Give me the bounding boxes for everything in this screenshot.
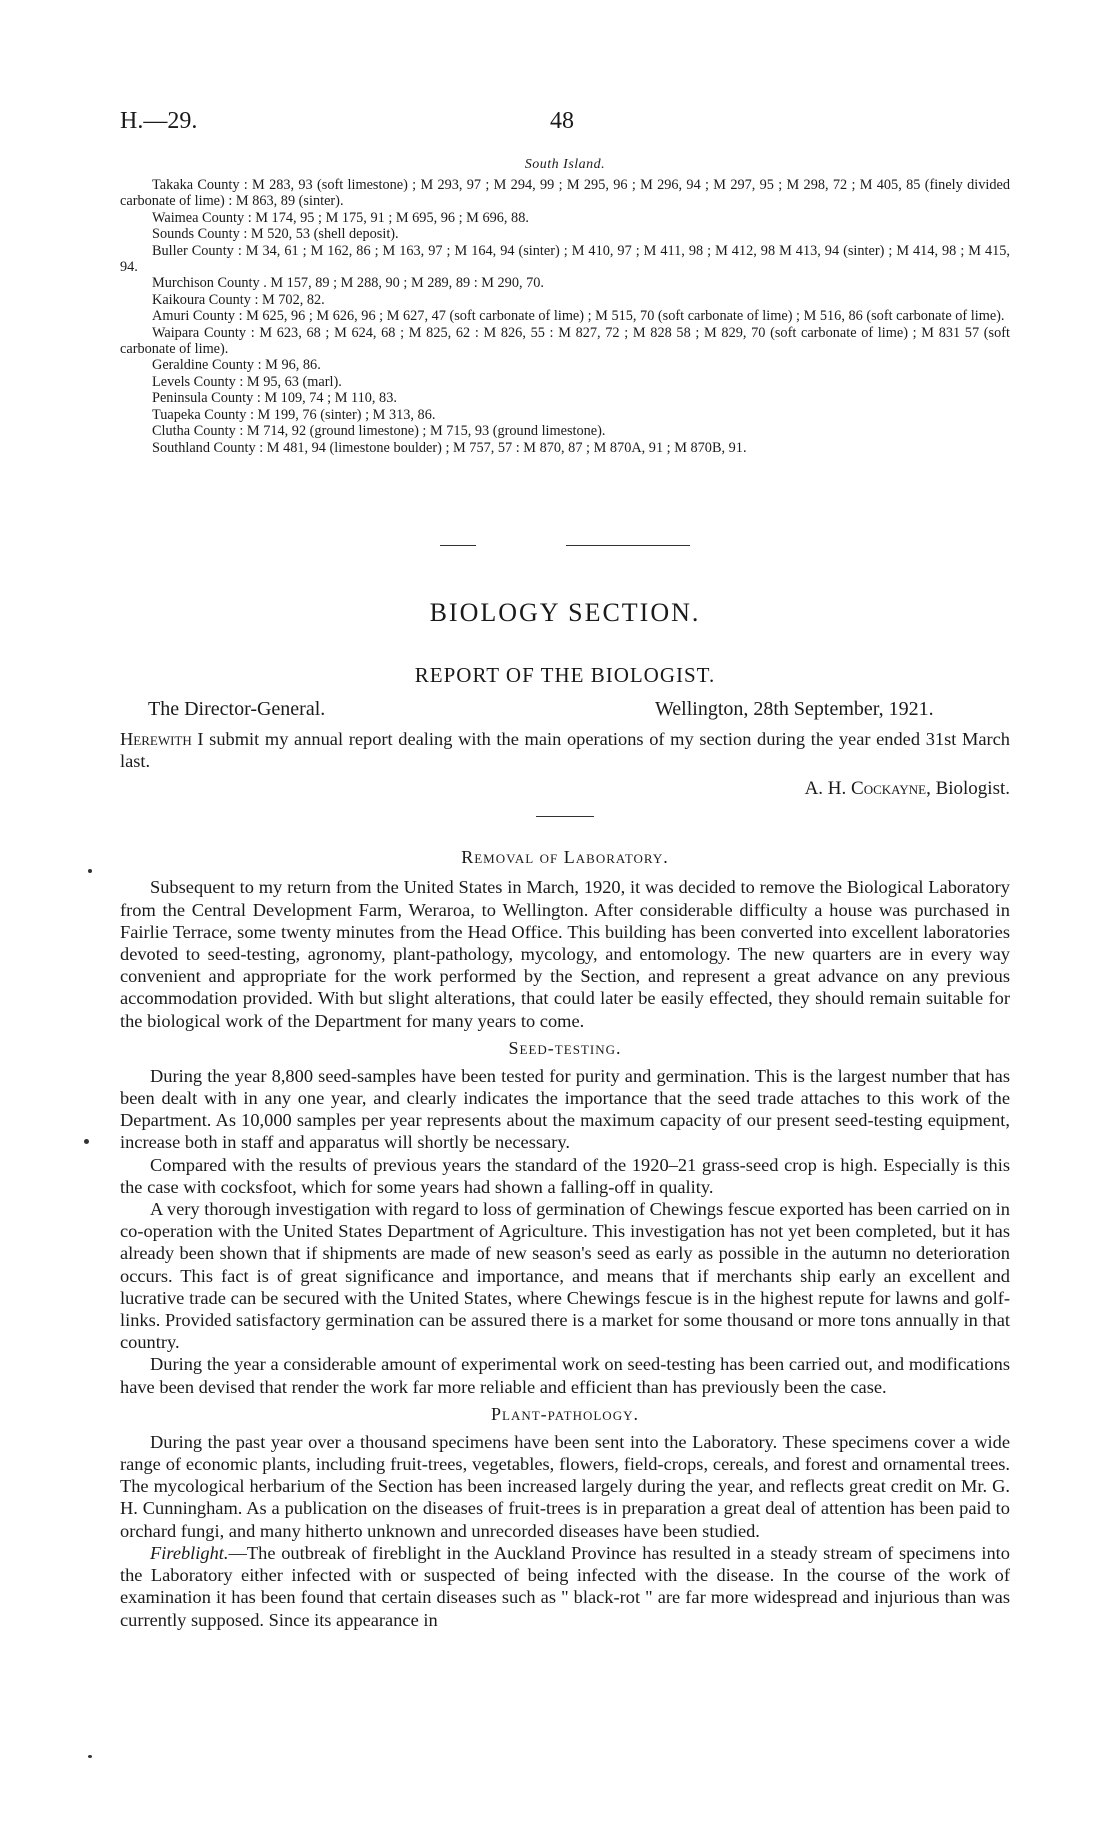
section-divider bbox=[566, 545, 690, 546]
county-entry: Levels County : M 95, 63 (marl). bbox=[152, 373, 342, 390]
county-entry: Southland County : M 481, 94 (limestone boulder) ; M 757, 57 : M 870, 87 ; M 870A, 91 ; M 870B, 91. bbox=[152, 439, 747, 456]
county-entry: Clutha County : M 714, 92 (ground limestone) ; M 715, 93 (ground limestone). bbox=[152, 423, 606, 440]
county-entry: Kaikoura County : M 702, 82. bbox=[152, 291, 325, 308]
intro-text: I submit my annual report dealing with the main operations of my section during the year ended 31st March last. bbox=[120, 729, 1010, 772]
margin-mark bbox=[88, 869, 92, 873]
biology-section bbox=[120, 598, 1010, 1631]
margin-mark bbox=[88, 1755, 92, 1758]
county-entry: Tuapeka County : M 199, 76 (sinter) ; M 313, 86. bbox=[152, 406, 436, 423]
intro-paragraph bbox=[120, 728, 1010, 772]
heading-plant-pathology: Plant-pathology. bbox=[491, 1403, 639, 1424]
county-entry: Geraldine County : M 96, 86. bbox=[152, 357, 321, 374]
section-title: BIOLOGY SECTION. bbox=[429, 598, 701, 627]
addressee: The Director-General. bbox=[148, 698, 326, 720]
page-reference: H.—29. bbox=[120, 108, 198, 134]
signature-surname: Cockayne bbox=[851, 778, 927, 800]
county-entry: Amuri County : M 625, 96 ; M 626, 96 ; M 627, 47 (soft carbonate of lime) ; M 515, 70 (soft carbonate of lime) ; M 516, 86 (soft carbonate of lime). bbox=[152, 308, 1005, 325]
paragraph: Subsequent to my return from the United States in March, 1920, it was decided to remove the Biological Laboratory from the Central Development Farm, Weraroa, to Wellington. After considerable difficulty a house was purchased in Fairlie Terrace, some twenty minutes from the Head Office. This building has been converted into excellent laboratories devoted to seed-testing, agronomy, plant-pathology, mycology, and entomology. The new quarters are in every way convenient and appropriate for the work performed by the Section, and represent a great advance on any previous accommodation provided. With but slight alterations, that could later be easily effected, they should remain suitable for the biological work of the Department for many years to come. bbox=[120, 877, 1010, 1031]
page-number: 48 bbox=[550, 108, 574, 134]
fireblight-label: Fireblight. bbox=[150, 1542, 229, 1563]
county-entry: Murchison County . M 157, 89 ; M 288, 90 ; M 289, 89 : M 290, 70. bbox=[152, 275, 544, 292]
paragraph: Compared with the results of previous years the standard of the 1920–21 grass-seed crop is high. Especially is this the case with cocksfoot, which for some years had shown a falling-off in quality. bbox=[120, 1154, 1010, 1197]
fireblight-text: —The outbreak of fireblight in the Auckland Province has resulted in a steady stream of specimens into the Laboratory either infected with or suspected of being infected with the disease. In the course of the work of examination it has been found that certain diseases such as " black-rot " are far more widespread and injurious than was currently supposed. Since its appearance in bbox=[120, 1542, 1010, 1630]
heading-seed-testing: Seed-testing. bbox=[508, 1037, 622, 1058]
margin-mark bbox=[84, 1139, 89, 1144]
signature bbox=[120, 778, 1010, 800]
paragraph: During the year 8,800 seed-samples have been tested for purity and germination. This is the largest number that has been dealt with in any one year, and clearly indicates the importance that the seed trade attaches to this work of the Department. As 10,000 samples per year represents about the maximum capacity of our present seed-testing equipment, increase both in staff and apparatus will shortly be necessary. bbox=[120, 1065, 1010, 1153]
county-entry: Buller County : M 34, 61 ; M 162, 86 ; M 163, 97 ; M 164, 94 (sinter) ; M 410, 97 ; M 411, 98 ; M 412, 98 M 413, 94 (sinter) ; M 414, 98 ; M 415, 94. bbox=[120, 242, 1010, 276]
paragraph: During the year a considerable amount of experimental work on seed-testing has been carried out, and modifications have been devised that render the work far more reliable and efficient than has previously been the case. bbox=[120, 1354, 1010, 1397]
place-date: Wellington, 28th September, 1921. bbox=[655, 698, 934, 720]
fireblight-paragraph bbox=[120, 1542, 1010, 1631]
county-entry: Peninsula County : M 109, 74 ; M 110, 83. bbox=[152, 390, 397, 407]
signature-title: , Biologist. bbox=[926, 778, 1010, 800]
paragraph: A very thorough investigation with regard to loss of germination of Chewings fescue exported has been carried on in co-operation with the United States Department of Agriculture. This investigation has not yet been completed, but it has already been shown that if shipments are made of new season's seed as early as possible in the autumn no deterioration occurs. This fact is of great significance and importance, and means that if merchants ship early an excellent and lucrative trade can be secured with the United States, where Chewings fescue is in the highest repute for lawns and golf-links. Provided satisfactory germination can be assured there is a market for some thousand or more tons annually in that country. bbox=[120, 1199, 1010, 1353]
county-entry: Sounds County : M 520, 53 (shell deposit). bbox=[152, 226, 399, 243]
intro-lead: Herewith bbox=[120, 729, 192, 749]
heading-removal-of-laboratory: Removal of Laboratory. bbox=[461, 847, 669, 868]
county-entry: Waipara County : M 623, 68 ; M 624, 68 ; M 825, 62 : M 826, 55 : M 827, 72 ; M 828 58 ; M 829, 70 (soft carbonate of lime) ; M 831 57 (soft carbonate of lime). bbox=[120, 324, 1010, 358]
paragraph: During the past year over a thousand specimens have been sent into the Laboratory. These specimens cover a wide range of economic plants, including fruit-trees, vegetables, flowers, field-crops, cereals, and forest and ornamental trees. The mycological herbarium of the Section has been increased largely during the year, and reflects great credit on Mr. G. H. Cunningham. As a publication on the diseases of fruit-trees is in preparation a great deal of attention has been paid to orchard fungi, and many hitherto unknown and unrecorded diseases have been studied. bbox=[120, 1431, 1010, 1541]
south-island-list bbox=[120, 157, 1010, 456]
county-entry: Waimea County : M 174, 95 ; M 175, 91 ; M 695, 96 ; M 696, 88. bbox=[152, 209, 529, 226]
south-island-caption: South Island. bbox=[524, 157, 606, 172]
address-line bbox=[120, 698, 1010, 728]
signature-divider bbox=[536, 816, 594, 817]
section-divider bbox=[440, 545, 476, 546]
signature-name: A. H. bbox=[804, 778, 852, 800]
county-entry: Takaka County : M 283, 93 (soft limestone) ; M 293, 97 ; M 294, 99 ; M 295, 96 ; M 296, 94 ; M 297, 95 ; M 298, 72 ; M 405, 85 (finely divided carbonate of lime) : M 863, 89 (sinter). bbox=[120, 177, 1010, 210]
page-header bbox=[120, 108, 1010, 138]
report-title: REPORT OF THE BIOLOGIST. bbox=[414, 663, 716, 687]
